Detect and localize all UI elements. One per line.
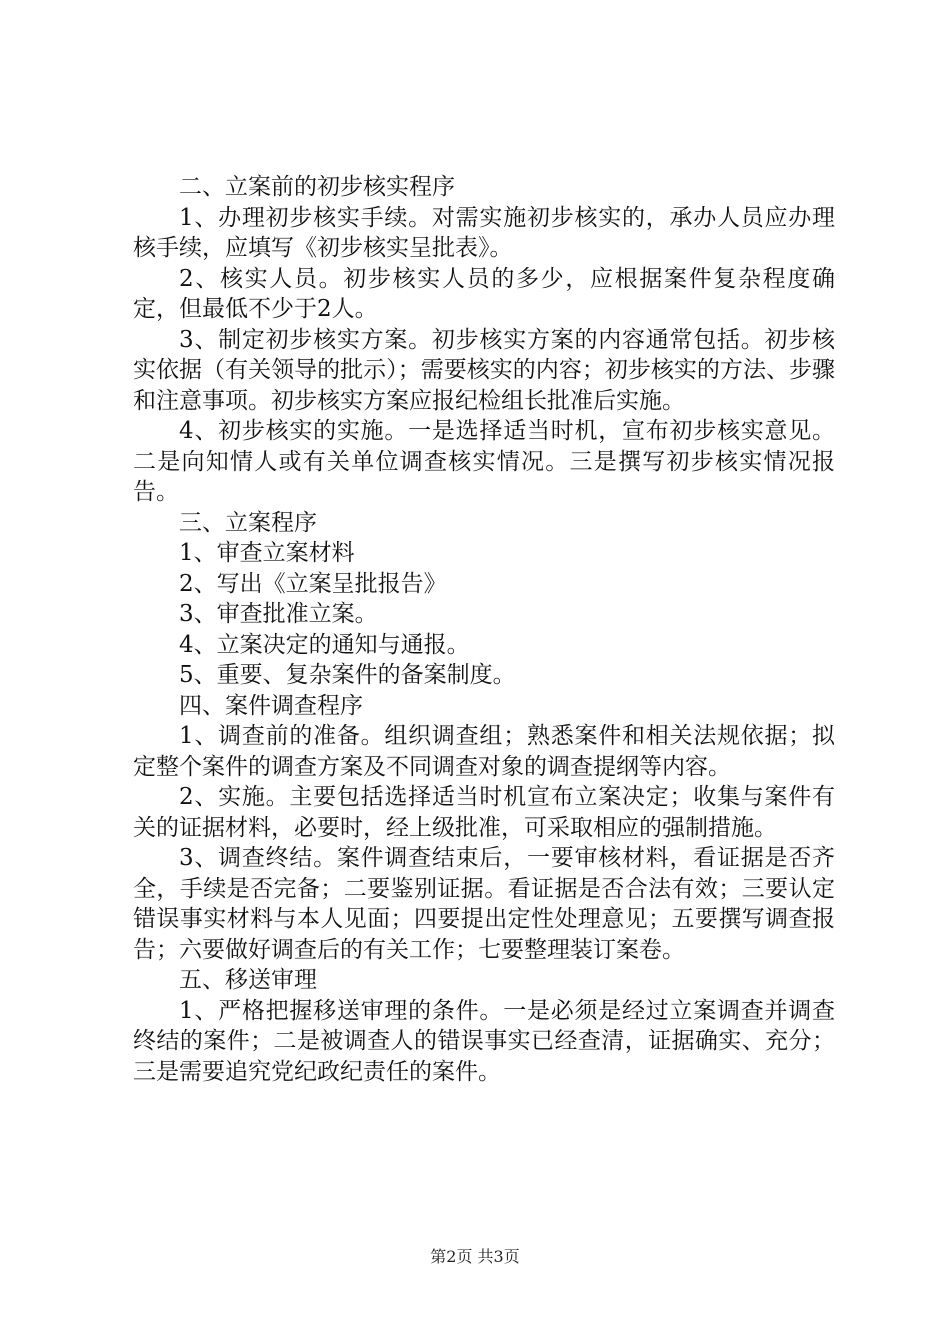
section-heading: 五、移送审理 <box>179 967 317 993</box>
list-item: 3、审查批准立案。 <box>179 601 378 627</box>
section-heading: 三、立案程序 <box>179 509 317 536</box>
section-heading: 四、案件调查程序 <box>179 692 363 719</box>
list-item: 2、写出《立案呈批报告》 <box>179 570 447 597</box>
section-heading: 二、立案前的初步核实程序 <box>179 174 455 200</box>
paragraph: 1、办理初步核实手续。对需实施初步核实的，承办人员应办理核手续，应填写《初步核实呈批表》。 <box>133 204 835 261</box>
paragraph: 2、实施。主要包括选择适当时机宣布立案决定；收集与案件有关的证据材料，必要时，经上级批准，可采取相应的强制措施。 <box>133 784 835 841</box>
paragraph: 4、初步核实的实施。一是选择适当时机，宣布初步核实意见。二是向知情人或有关单位调查核实情况。三是撰写初步核实情况报告。 <box>133 418 835 505</box>
paragraph: 3、调查终结。案件调查结束后，一要审核材料，看证据是否齐全，手续是否完备；二要鉴别证据。看证据是否合法有效；三要认定错误事实材料与本人见面；四要提出定性处理意见；五要撰写调查报告；六要做好调查后的有关工作；七要整理装订案卷。 <box>133 845 835 963</box>
paragraph: 2、核实人员。初步核实人员的多少，应根据案件复杂程度确定，但最低不少于2人。 <box>133 265 835 322</box>
paragraph: 1、严格把握移送审理的条件。一是必须是经过立案调查并调查终结的案件；二是被调查人的错误事实已经查清，证据确实、充分；三是需要追究党纪政纪责任的案件。 <box>133 997 835 1085</box>
list-item: 1、审查立案材料 <box>179 540 355 566</box>
paragraph: 1、调查前的准备。组织调查组；熟悉案件和相关法规依据；拟定整个案件的调查方案及不同调查对象的调查提纲等内容。 <box>133 723 835 780</box>
list-item: 5、重要、复杂案件的备案制度。 <box>179 662 516 688</box>
list-item: 4、立案决定的通知与通报。 <box>179 631 470 658</box>
paragraph: 3、制定初步核实方案。初步核实方案的内容通常包括。初步核实依据（有关领导的批示）；需要核实的内容；初步核实的方法、步骤和注意事项。初步核实方案应报纪检组长批准后实施。 <box>133 326 835 414</box>
document-body <box>133 172 835 1087</box>
page-footer: 第2页 共3页 <box>430 1247 520 1266</box>
